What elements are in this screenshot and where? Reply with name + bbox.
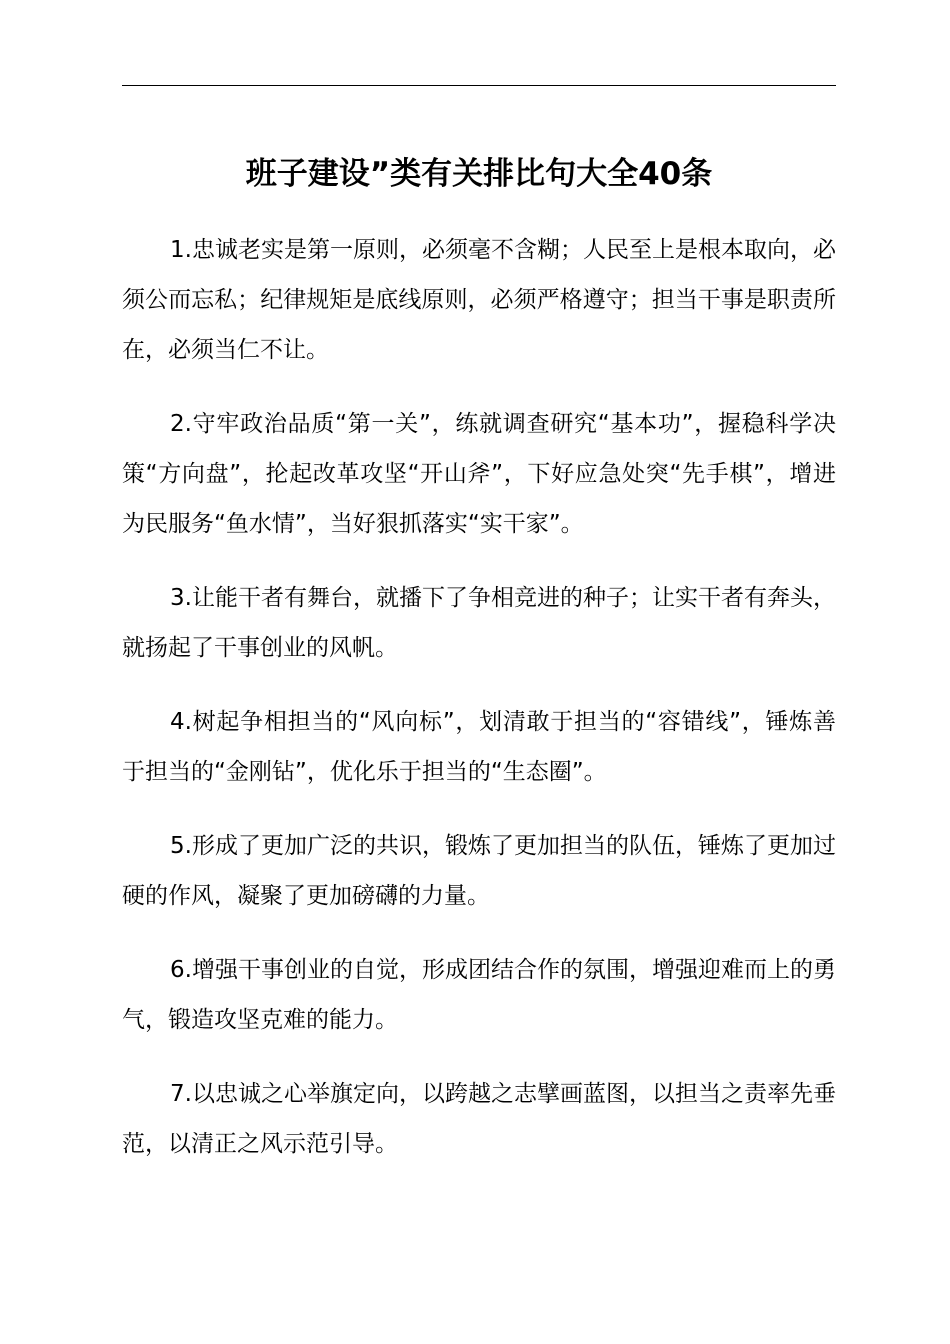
document-body xyxy=(122,225,836,1193)
paragraph-3: 3.让能干者有舞台，就播下了争相竞进的种子；让实干者有奔头，就扬起了干事创业的风帆。 xyxy=(122,585,836,661)
paragraph-7: 7.以忠诚之心举旗定向，以跨越之志擘画蓝图，以担当之责率先垂范，以清正之风示范引导。 xyxy=(122,1081,836,1157)
document-title: 班子建设”类有关排比句大全40条 xyxy=(245,156,713,192)
paragraph-5: 5.形成了更加广泛的共识，锻炼了更加担当的队伍，锤炼了更加过硬的作风，凝聚了更加磅礴的力量。 xyxy=(122,833,836,909)
paragraph-2: 2.守牢政治品质“第一关”，练就调查研究“基本功”，握稳科学决策“方向盘”，抡起改革攻坚“开山斧”，下好应急处突“先手棋”，增进为民服务“鱼水情”，当好狠抓落实“实干家”。 xyxy=(122,411,836,537)
paragraph-4: 4.树起争相担当的“风向标”，划清敢于担当的“容错线”，锤炼善于担当的“金刚钻”，优化乐于担当的“生态圈”。 xyxy=(122,709,836,785)
paragraph-6: 6.增强干事创业的自觉，形成团结合作的氛围，增强迎难而上的勇气，锻造攻坚克难的能力。 xyxy=(122,957,836,1033)
header-rule xyxy=(122,85,836,86)
paragraph-1: 1.忠诚老实是第一原则，必须毫不含糊；人民至上是根本取向，必须公而忘私；纪律规矩是底线原则，必须严格遵守；担当干事是职责所在，必须当仁不让。 xyxy=(122,237,836,363)
